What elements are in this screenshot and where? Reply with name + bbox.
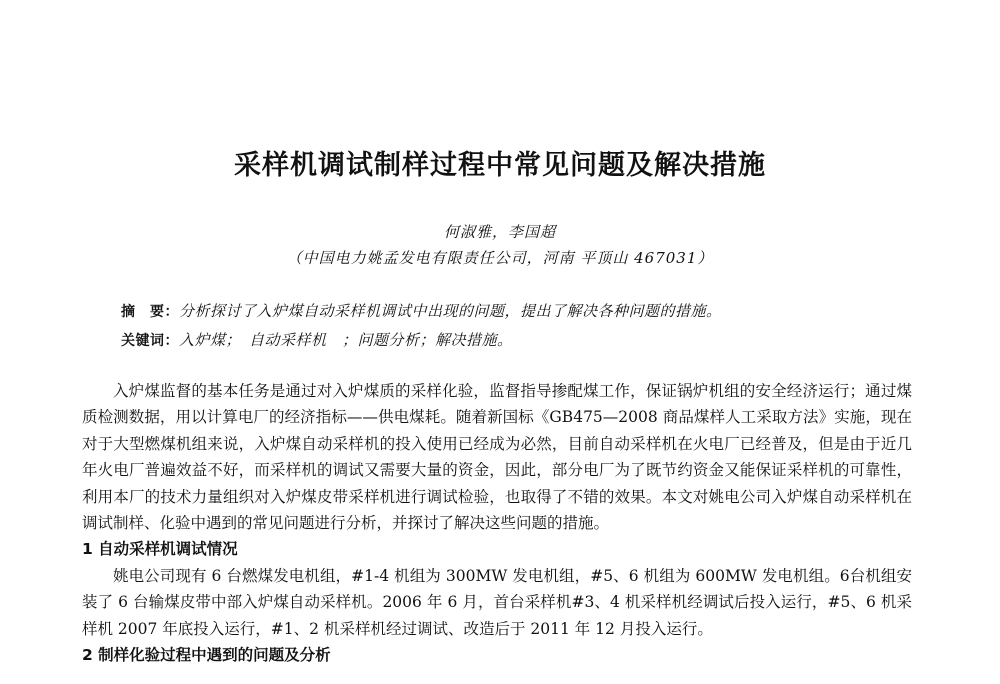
paper-title: 采样机调试制样过程中常见问题及解决措施: [234, 150, 766, 181]
author-list: 何淑雅，李国超: [443, 223, 556, 241]
section-1-paragraph: 姚电公司现有 6 台燃煤发电机组，#1-4 机组为 300MW 发电机组，#5、6 机组为 600MW 发电机组。6台机组安装了 6 台输煤皮带中部入炉煤自动采样机。2006 年 6 月，首台采样机#3、4 机采样机经调试后投入运行，#5、6 机采样机 2007 年底投入运行，#1、2 机采样机经过调试、改造后于 2011 年 12 月投入运行。: [82, 566, 912, 638]
intro-paragraph: 入炉煤监督的基本任务是通过对入炉煤质的采样化验，监督指导掺配煤工作，保证锅炉机组的安全经济运行；通过煤质检测数据，用以计算电厂的经济指标——供电煤耗。随着新国标《GB475—2008 商品煤样人工采取方法》实施，现在对于大型燃煤机组来说，入炉煤自动采样机的投入使用已经成为必然，目前自动采样机在火电厂已经普及，但是由于近几年火电厂普遍效益不好，而采样机的调试又需要大量的资金，因此，部分电厂为了既节约资金又能保证采样机的可靠性，利用本厂的技术力量组织对入炉煤皮带采样机进行调试检验，也取得了不错的效果。本文对姚电公司入炉煤自动采样机在调试制样、化验中遇到的常见问题进行分析，并探讨了解决这些问题的措施。: [82, 382, 912, 533]
abstract: [121, 300, 921, 321]
abstract-text: 分析探讨了入炉煤自动采样机调试中出现的问题，提出了解决各种问题的措施。: [179, 302, 722, 320]
section-1-heading: 1 自动采样机调试情况: [82, 540, 238, 559]
abstract-label: 摘 要：: [121, 304, 179, 320]
keywords: [121, 329, 921, 350]
author-affiliation: （中国电力姚孟发电有限责任公司，河南 平顶山 467031）: [286, 249, 714, 267]
section-2-heading: 2 制样化验过程中遇到的问题及分析: [82, 646, 331, 665]
keywords-label: 关键词：: [121, 333, 179, 349]
body-text: [82, 378, 912, 668]
keywords-text: 入炉煤； 自动采样机 ；问题分析；解决措施。: [179, 331, 513, 349]
